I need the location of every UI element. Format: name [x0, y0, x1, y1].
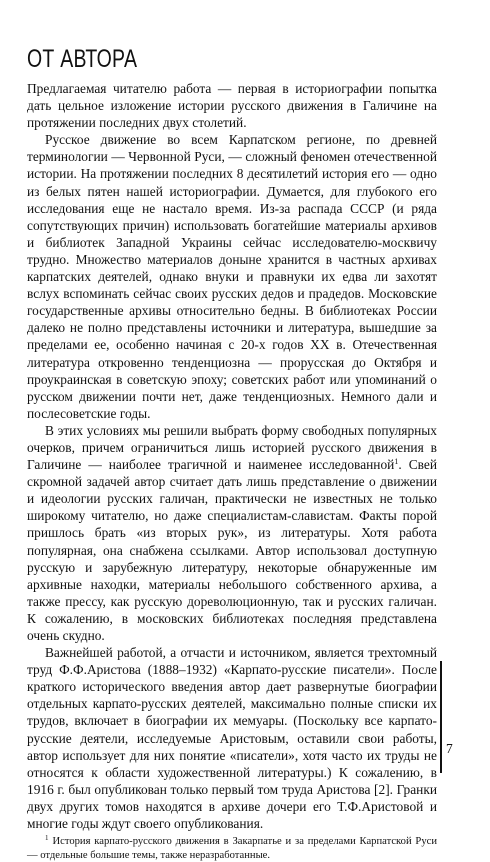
- page-title: ОТ АВТОРА: [27, 45, 138, 73]
- paragraph-aristov: Важнейшей работой, а отчасти и источником, является трехтомный труд Ф.Ф.Аристова (1888–1932) «Карпато-русские писатели». После краткого исторического введения автор дает развернутые биографии отдельных карпато-русских деятелей, максимально полные списки их трудов, включает в биографии их мемуары. (Поскольку все карпато-русские деятели, исследуемые Аристовым, оставили свои работы, автор использует для них понятие «писатели», хотя часто их труды не относятся к области художественной литературы.) К сожалению, в 1916 г. был опубликован только первый том труда Аристова [2]. Гранки двух других томов находятся в архиве дочери его Т.Ф.Аристовой и многие годы ждут своего опубликования.: [27, 645, 437, 832]
- footnote-reference: 1: [394, 457, 399, 467]
- margin-rule: [440, 661, 442, 773]
- paragraph-intro: Предлагаемая читателю работа — первая в историографии попытка дать цельное изложение истории русского движения в Галичине на протяжении последних двух столетий.: [27, 81, 437, 131]
- paragraph-conditions-start: В этих условиях мы решили выбрать форму свободных популярных очерков, причем ограничиться лишь историей русского движения в Галичине — наиболее трагичной и наименее исследованной: [27, 422, 437, 473]
- footnote-mark: 1: [45, 834, 49, 843]
- paragraph-russian-movement: Русское движение во всем Карпатском регионе, по древней терминологии — Червонной Руси, — сложный феномен отечественной истории. На протяжении последних 8 десятилетий история его — одно из белых пятен нашей историографии. Думается, для глубокого его исследования еще не настало время. Из-за распада СССР (и ряда сопутствующих причин) использовать богатейшие материалы архивов и библиотек Западной Украины сейчас исследователю-москвичу трудно. Множество материалов доныне хранится в частных архивах карпатских деятелей, однако внуки и правнуки их едва ли захотят вслух вспоминать сейчас своих русских дедов и прадедов. Московские государственные архивы относительно бедны. В библиотеках России далеко не полно представлены источники и литература, вышедшие за пределами ее, особенно начиная с 20-х годов XX в. Отечественная литература откровенно тенденциозна — прорусская до Октября и проукраинская в советскую эпоху; советских работ или упоминаний о русском движении почти нет, даже тенденциозных. Немного дали и послесоветские годы.: [27, 132, 437, 421]
- paragraph-conditions-rest: . Свей скромной задачей автор считает дать лишь представление о движении и идеологии русских галичан, практически не известных не только широкому читателю, но даже специалистам-славистам. Факты порой пришлось брать «из вторых рук», из литературы. Хотя работа популярная, она снабжена ссылками. Автор использовал доступную русскую и зарубежную литературу, некоторые обнаруженные им архивные находки, материалы небольшого собственного архива, а также прессу, как русскую дореволюционную, так и русских галичан. К сожалению, в московских библиотеках последняя представлена очень скудно.: [27, 457, 438, 643]
- footnote: [27, 835, 437, 862]
- footnote-text: История карпато-русского движения в Закарпатье и за пределами Карпатской Руси — отдельные большие темы, также неразработанные.: [27, 836, 437, 861]
- page-number: 7: [446, 741, 453, 756]
- paragraph-conditions: [27, 422, 437, 644]
- page-body: [27, 44, 437, 862]
